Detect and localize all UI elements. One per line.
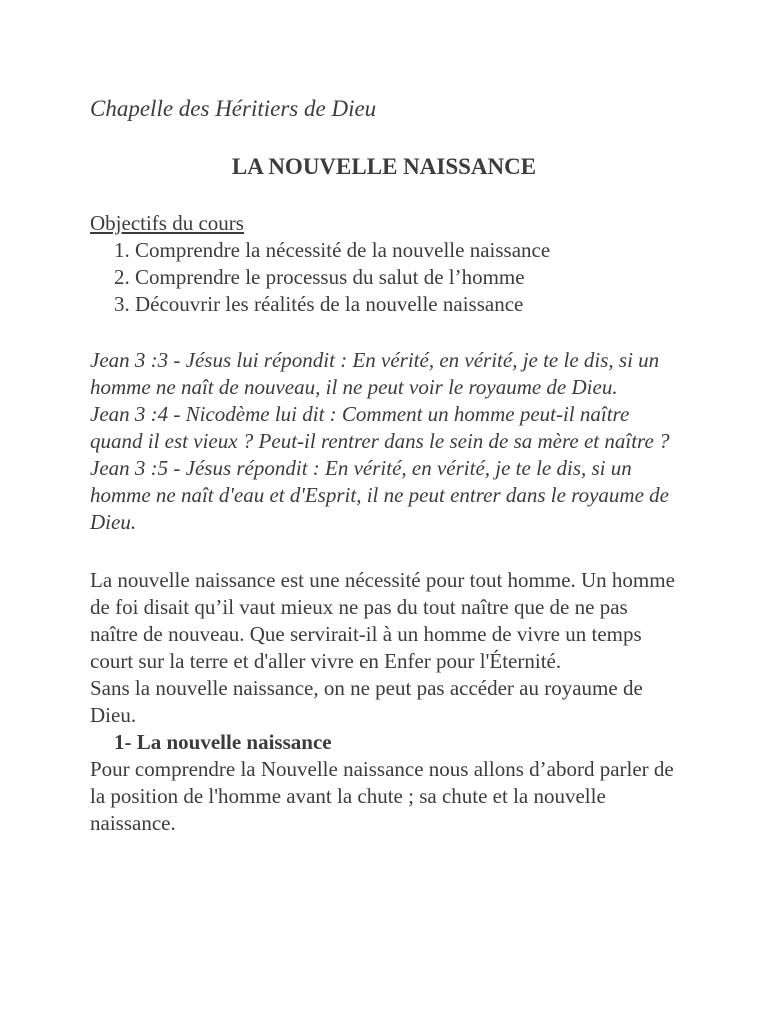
document-header: Chapelle des Héritiers de Dieu — [90, 96, 377, 121]
objectives-heading: Objectifs du cours — [90, 211, 244, 235]
section-paragraph: Pour comprendre la Nouvelle naissance nous allons d’abord parler de la position de l'homme avant la chute ; sa chute et la nouvelle naissance. — [90, 757, 674, 835]
document-title: LA NOUVELLE NAISSANCE — [231, 154, 537, 179]
section-heading: 1- La nouvelle naissance — [114, 730, 332, 754]
objective-item: 3. Découvrir les réalités de la nouvelle naissance — [114, 292, 524, 316]
objective-item: 1. Comprendre la nécessité de la nouvelle naissance — [114, 238, 551, 262]
scripture-quote-jean-3-3: Jean 3 :3 - Jésus lui répondit : En vérité, en vérité, je te le dis, si un homme ne naît de nouveau, il ne peut voir le royaume de Dieu. — [90, 348, 660, 399]
scripture-quote-jean-3-5: Jean 3 :5 - Jésus répondit : En vérité, en vérité, je te le dis, si un homme ne naît d'eau et d'Esprit, il ne peut entrer dans le royaume de Dieu. — [90, 456, 669, 534]
objective-item: 2. Comprendre le processus du salut de l’homme — [114, 265, 525, 289]
body-paragraph: Sans la nouvelle naissance, on ne peut pas accéder au royaume de Dieu. — [90, 676, 643, 727]
body-paragraph: La nouvelle naissance est une nécessité pour tout homme. Un homme de foi disait qu’il vaut mieux ne pas du tout naître que de ne pas naître de nouveau. Que servirait-il à un homme de vivre un temps court sur la terre et d'aller vivre en Enfer pour l'Éternité. — [90, 568, 675, 673]
scripture-quote-jean-3-4: Jean 3 :4 - Nicodème lui dit : Comment un homme peut-il naître quand il est vieux ? Peut-il rentrer dans le sein de sa mère et naître ? — [90, 402, 670, 453]
scripture-quotes — [90, 347, 678, 536]
objectives-list — [90, 237, 678, 318]
body-text — [90, 567, 678, 837]
